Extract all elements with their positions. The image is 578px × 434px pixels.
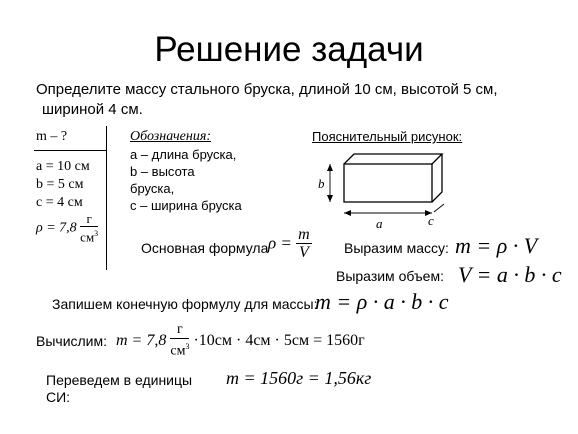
figure-caption: Пояснительный рисунок: xyxy=(312,129,463,144)
express-volume-label: Выразим объем: xyxy=(336,268,444,284)
dim-c-line xyxy=(434,204,444,212)
problem-line-2: шириной 4 см. xyxy=(42,101,143,118)
given-b: b = 5 см xyxy=(36,177,84,192)
problem-line-1: Определите массу стального бруска, длиной 10 см, высотой 5 см, xyxy=(36,81,498,98)
given-c: c = 4 см xyxy=(36,195,83,210)
main-formula-fraction xyxy=(296,226,312,261)
si-formula: m = 1560г = 1,56кг xyxy=(226,368,372,388)
dim-a-label: a xyxy=(376,216,383,231)
dim-c-label: c xyxy=(428,213,434,228)
compute-unit-den: см xyxy=(170,343,186,359)
density-unit-pow: 3 xyxy=(94,229,99,238)
density-unit xyxy=(80,212,98,244)
bar-figure xyxy=(300,148,460,238)
express-volume-formula: V = a · b · c xyxy=(458,262,562,287)
bar-side-face xyxy=(432,154,442,202)
final-formula-label: Запишем конечную формулу для массы: xyxy=(52,296,318,312)
given-divider xyxy=(34,150,106,151)
bar-top-face xyxy=(344,154,442,164)
notation-b-1: b – высота xyxy=(130,164,195,179)
si-label-line-1: Переведем в единицы xyxy=(46,372,193,388)
main-formula xyxy=(268,226,312,261)
find-unknown: m – ? xyxy=(36,129,68,144)
compute-unit xyxy=(170,322,189,360)
density-unit-num: г xyxy=(80,212,98,227)
notation-c: c – ширина бруска xyxy=(130,198,242,213)
bar-front-face xyxy=(344,164,432,202)
compute-label: Вычислим: xyxy=(36,333,108,349)
given-vertical-line xyxy=(106,126,107,270)
dim-b-label: b xyxy=(318,176,325,191)
compute-unit-pow: 3 xyxy=(185,342,190,351)
density-unit-den: см xyxy=(80,229,95,245)
problem-statement xyxy=(36,80,556,120)
notation-b-2: бруска, xyxy=(130,181,175,196)
notation-header: Обозначения: xyxy=(130,129,212,144)
main-formula-lhs: ρ = xyxy=(268,233,292,253)
compute-lhs: m = 7,8 xyxy=(116,331,167,349)
express-mass-label: Выразим массу: xyxy=(344,240,449,256)
given-a: a = 10 см xyxy=(36,159,90,174)
express-mass-formula: m = ρ · V xyxy=(455,233,538,258)
page-title: Решение задачи xyxy=(154,30,424,69)
density-lhs: ρ = 7,8 xyxy=(36,220,77,236)
notation-a: a – длина бруска, xyxy=(130,147,237,162)
compute-formula xyxy=(116,322,365,360)
main-formula-label: Основная формула xyxy=(141,240,269,256)
main-formula-num: m xyxy=(298,226,310,243)
compute-rest: ·10см · 4см · 5см = 1560г xyxy=(193,331,365,349)
compute-unit-num: г xyxy=(170,322,189,339)
si-label-line-2: СИ: xyxy=(46,389,71,405)
final-formula: m = ρ · a · b · c xyxy=(315,289,449,314)
given-density xyxy=(36,212,98,244)
main-formula-den: V xyxy=(299,244,309,261)
